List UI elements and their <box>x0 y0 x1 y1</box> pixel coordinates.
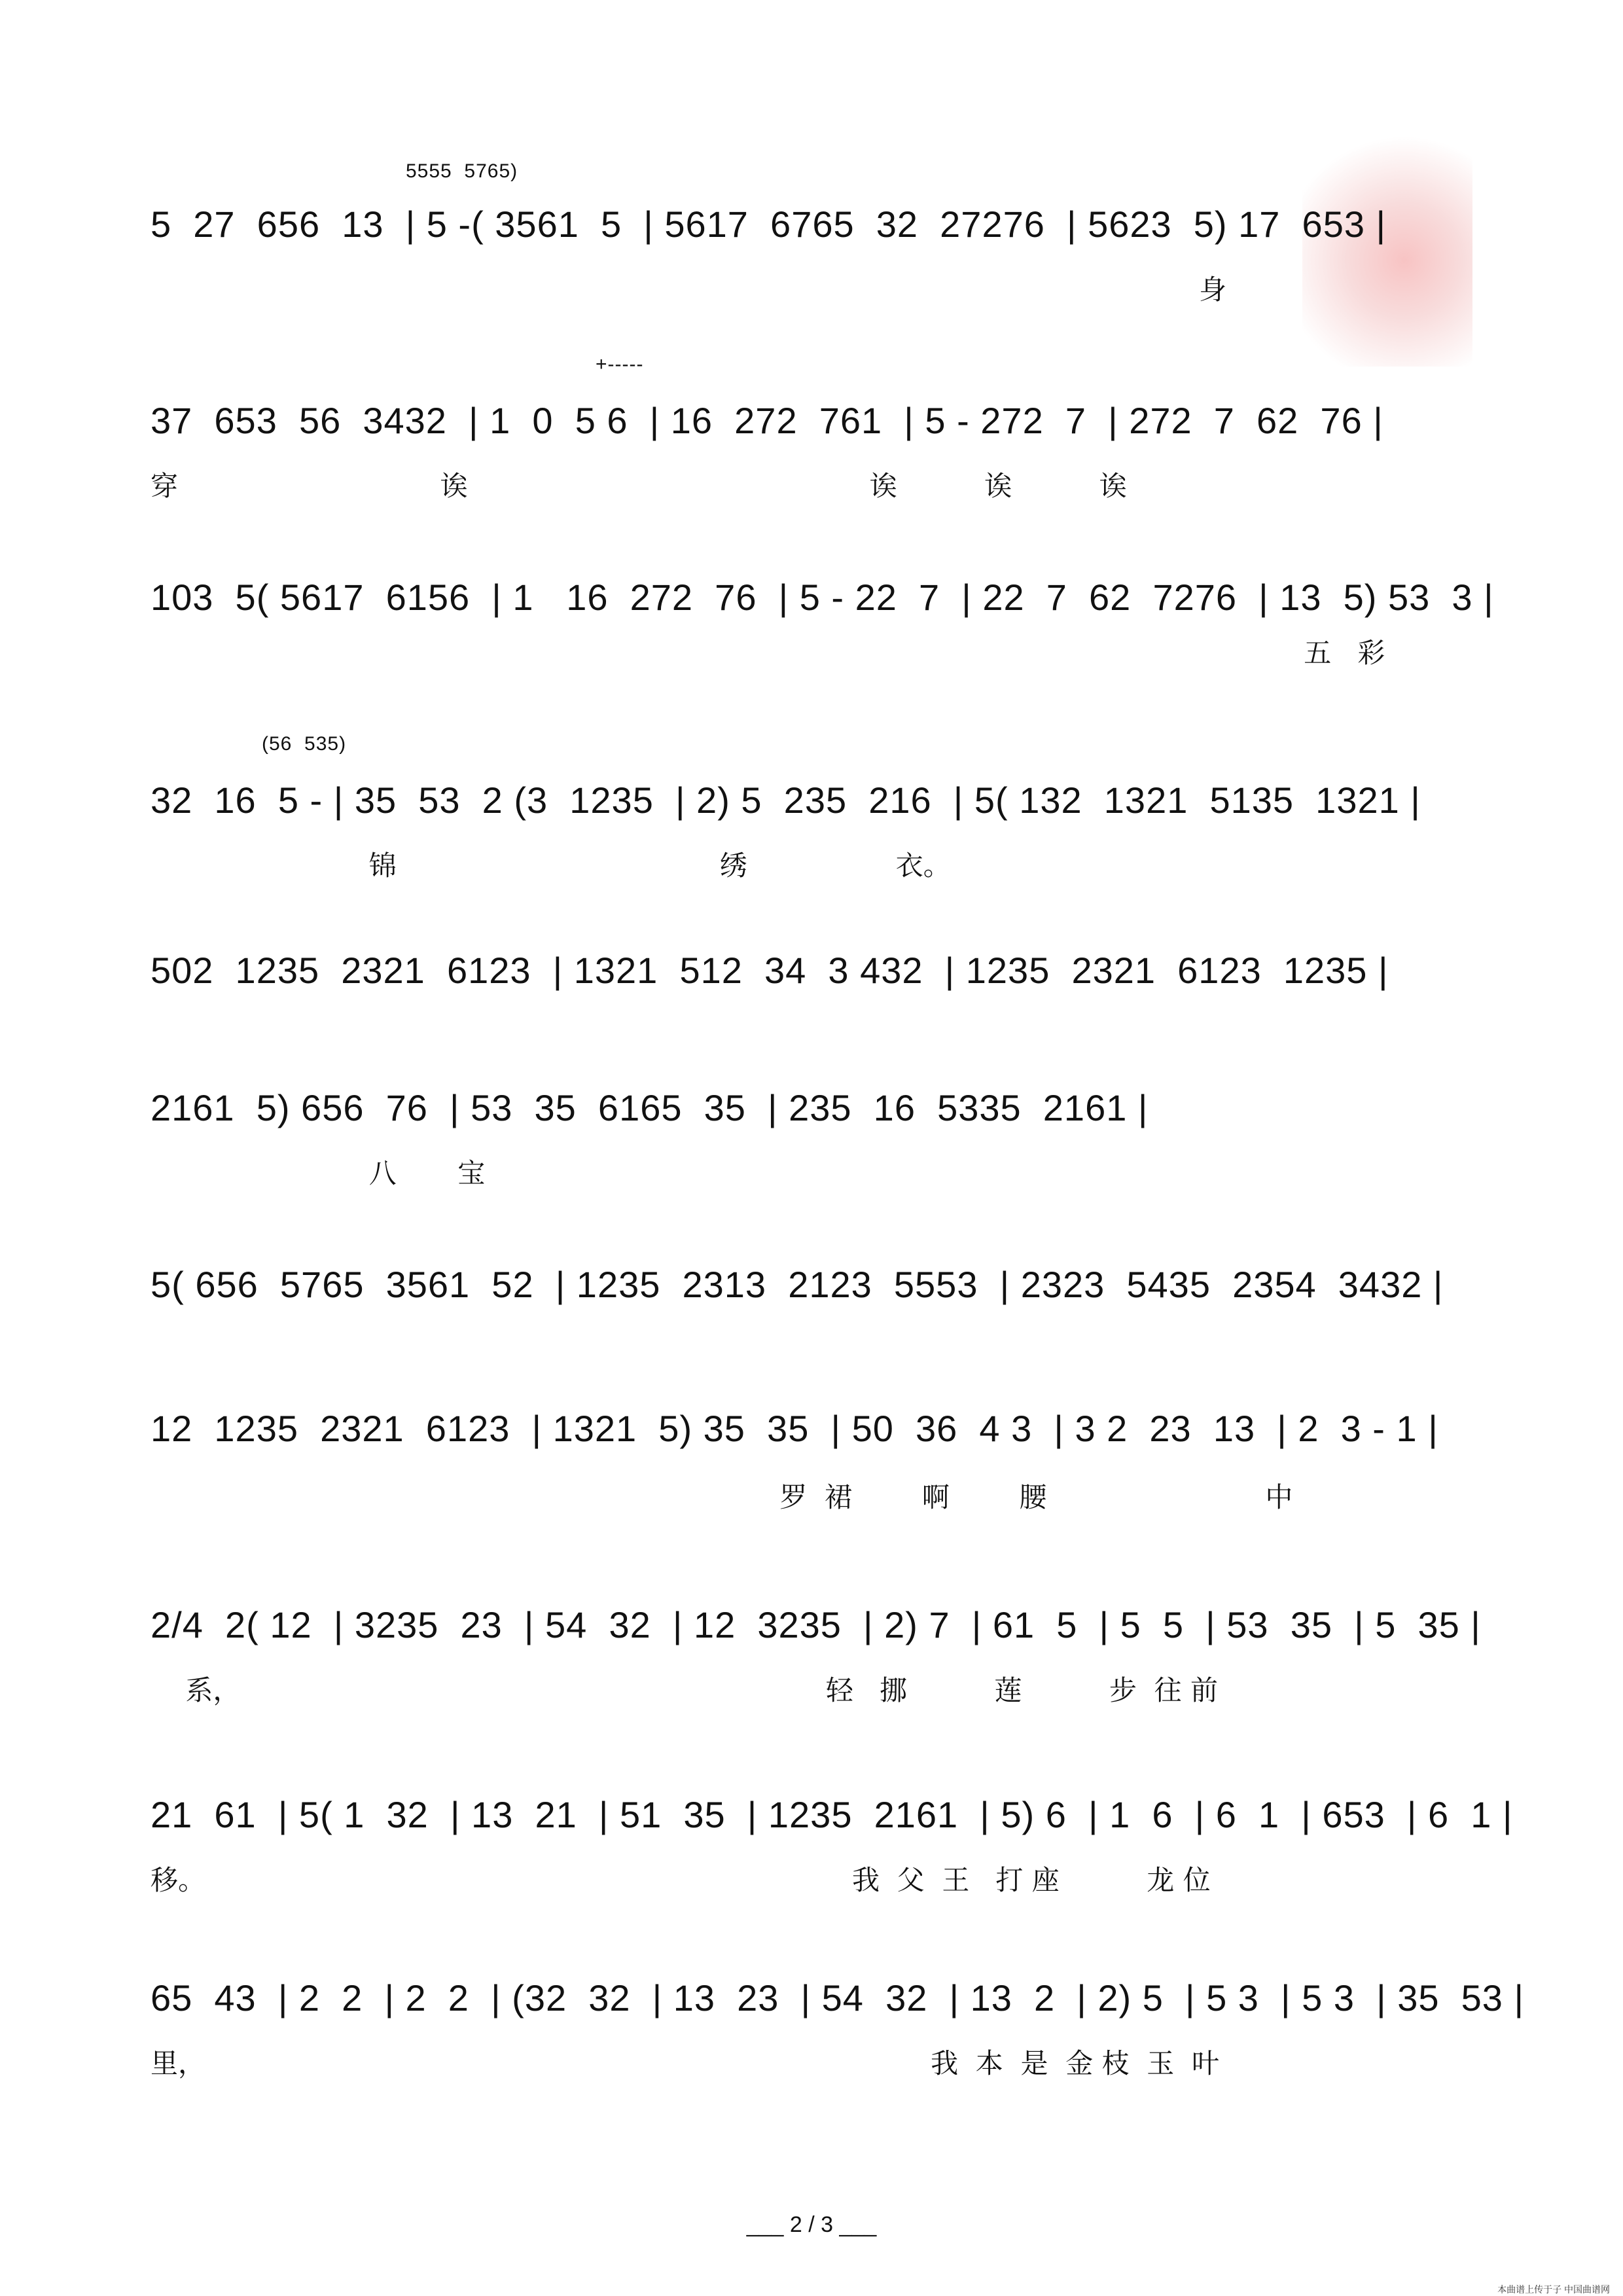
notes-line: 37 653 56 3432 | 1 0 5 6 | 16 272 761 | 5 - 272 7 | 272 7 62 76 | <box>151 400 1383 441</box>
lyrics-line: 穿 诶 诶 诶 诶 <box>151 470 1127 502</box>
grace-notes: 5555 5765) <box>406 160 518 182</box>
lyrics-line: 移。 我 父 王 打 座 龙 位 <box>151 1864 1211 1896</box>
grace-notes: (56 535) <box>262 733 347 755</box>
lyrics-line: 里， 我 本 是 金 枝 玉 叶 <box>151 2047 1219 2079</box>
notes-line: 502 1235 2321 6123 | 1321 512 34 3 432 | 1235 2321 6123 1235 | <box>151 950 1389 991</box>
lyrics-line: 系， 轻 挪 莲 步 往 前 <box>151 1674 1219 1706</box>
notes-line: 21 61 | 5( 1 32 | 13 21 | 51 35 | 1235 2161 | 5) 6 | 1 6 | 6 1 | 653 | 6 1 | <box>151 1794 1513 1835</box>
page-number: ___ 2 / 3 ___ <box>746 2212 877 2237</box>
notes-line: 5( 656 5765 3561 52 | 1235 2313 2123 5553 | 2323 5435 2354 3432 | <box>151 1264 1444 1305</box>
notes-line: 2161 5) 656 76 | 53 35 6165 35 | 235 16 5335 2161 | <box>151 1087 1149 1128</box>
lyrics-line: 身 <box>151 274 1227 306</box>
notes-line: 32 16 5 - | 35 53 2 (3 1235 | 2) 5 235 216 | 5( 132 1321 5135 1321 | <box>151 780 1421 821</box>
grace-notes: +----- <box>596 353 644 375</box>
upload-credit: 本曲谱上传于子 中国曲谱网 <box>1497 2284 1610 2295</box>
lyrics-line: 锦 绣 衣。 <box>151 850 951 882</box>
notes-line: 103 5( 5617 6156 | 1 16 272 76 | 5 - 22 7 | 22 7 62 7276 | 13 5) 53 3 | <box>151 577 1494 618</box>
notes-line: 12 1235 2321 6123 | 1321 5) 35 35 | 50 36 4 3 | 3 2 23 13 | 2 3 - 1 | <box>151 1408 1438 1449</box>
lyrics-line: 罗 裙 啊 腰 中 <box>151 1481 1293 1513</box>
notes-line: 5 27 656 13 | 5 -( 3561 5 | 5617 6765 32 27276 | 5623 5) 17 653 | <box>151 204 1387 245</box>
lyrics-line: 八 宝 <box>151 1157 486 1189</box>
notes-line: 2/4 2( 12 | 3235 23 | 54 32 | 12 3235 | 2) 7 | 61 5 | 5 5 | 53 35 | 5 35 | <box>151 1604 1481 1645</box>
lyrics-line: 五 彩 <box>151 637 1385 669</box>
notes-line: 65 43 | 2 2 | 2 2 | (32 32 | 13 23 | 54 32 | 13 2 | 2) 5 | 5 3 | 5 3 | 35 53 | <box>151 1977 1525 2018</box>
